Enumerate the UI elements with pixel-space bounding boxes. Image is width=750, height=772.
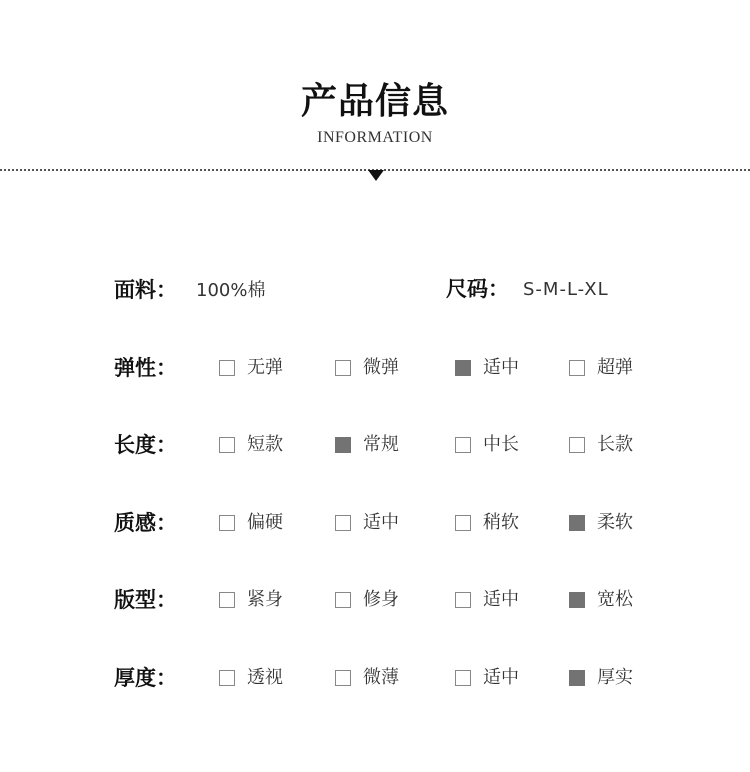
checkbox-unchecked[interactable]: [219, 437, 235, 453]
attribute-option[interactable]: [335, 666, 399, 690]
option-label: 适中: [483, 589, 519, 610]
option-label: 常规: [363, 434, 399, 455]
size-label: 尺码：: [446, 277, 509, 301]
attribute-option[interactable]: [569, 356, 633, 380]
attribute-label: 版型：: [114, 588, 177, 612]
attribute-option[interactable]: [335, 511, 399, 535]
option-label: 修身: [363, 589, 399, 610]
attribute-option[interactable]: [219, 433, 283, 457]
checkbox-unchecked[interactable]: [219, 360, 235, 376]
attribute-label: 长度：: [114, 433, 177, 457]
checkbox-unchecked[interactable]: [569, 437, 585, 453]
option-label: 宽松: [597, 589, 633, 610]
checkbox-unchecked[interactable]: [219, 592, 235, 608]
attribute-option[interactable]: [219, 666, 283, 690]
option-label: 长款: [597, 434, 633, 455]
checkbox-checked[interactable]: [455, 360, 471, 376]
fabric-label: 面料：: [114, 278, 177, 302]
page-subtitle: INFORMATION: [317, 129, 433, 146]
checkbox-unchecked[interactable]: [219, 515, 235, 531]
option-label: 中长: [483, 434, 519, 455]
checkbox-checked[interactable]: [569, 592, 585, 608]
checkbox-unchecked[interactable]: [455, 670, 471, 686]
option-label: 柔软: [597, 512, 633, 533]
option-label: 偏硬: [247, 512, 283, 533]
option-label: 稍软: [483, 512, 519, 533]
page-title: 产品信息: [300, 81, 449, 122]
attribute-option[interactable]: [219, 356, 283, 380]
attribute-option[interactable]: [569, 666, 633, 690]
option-label: 适中: [483, 667, 519, 688]
option-label: 紧身: [247, 589, 283, 610]
option-label: 微弹: [363, 357, 399, 378]
attribute-option[interactable]: [219, 588, 283, 612]
attribute-option[interactable]: [455, 356, 519, 380]
checkbox-unchecked[interactable]: [335, 592, 351, 608]
attribute-option[interactable]: [569, 433, 633, 457]
option-label: 短款: [247, 434, 283, 455]
option-label: 透视: [247, 667, 283, 688]
attribute-label: 厚度：: [114, 666, 177, 690]
attribute-label: 弹性：: [114, 356, 177, 380]
checkbox-unchecked[interactable]: [455, 592, 471, 608]
checkbox-unchecked[interactable]: [219, 670, 235, 686]
checkbox-checked[interactable]: [569, 515, 585, 531]
attribute-option[interactable]: [219, 511, 283, 535]
checkbox-unchecked[interactable]: [569, 360, 585, 376]
attribute-option[interactable]: [455, 666, 519, 690]
attribute-option[interactable]: [569, 511, 633, 535]
option-label: 适中: [483, 357, 519, 378]
checkbox-checked[interactable]: [569, 670, 585, 686]
checkbox-unchecked[interactable]: [455, 437, 471, 453]
attribute-option[interactable]: [335, 356, 399, 380]
checkbox-unchecked[interactable]: [335, 360, 351, 376]
checkbox-checked[interactable]: [335, 437, 351, 453]
fabric-value: 100%棉: [196, 280, 266, 301]
attribute-label: 质感：: [114, 511, 177, 535]
attribute-option[interactable]: [455, 433, 519, 457]
triangle-down-icon: [368, 170, 384, 181]
option-label: 无弹: [247, 357, 283, 378]
attribute-option[interactable]: [569, 588, 633, 612]
attribute-option[interactable]: [335, 433, 399, 457]
checkbox-unchecked[interactable]: [455, 515, 471, 531]
attribute-option[interactable]: [335, 588, 399, 612]
option-label: 微薄: [363, 667, 399, 688]
attribute-option[interactable]: [455, 588, 519, 612]
checkbox-unchecked[interactable]: [335, 515, 351, 531]
option-label: 厚实: [597, 667, 633, 688]
checkbox-unchecked[interactable]: [335, 670, 351, 686]
attribute-option[interactable]: [455, 511, 519, 535]
option-label: 适中: [363, 512, 399, 533]
size-value: S-M-L-XL: [523, 279, 609, 300]
option-label: 超弹: [597, 357, 633, 378]
